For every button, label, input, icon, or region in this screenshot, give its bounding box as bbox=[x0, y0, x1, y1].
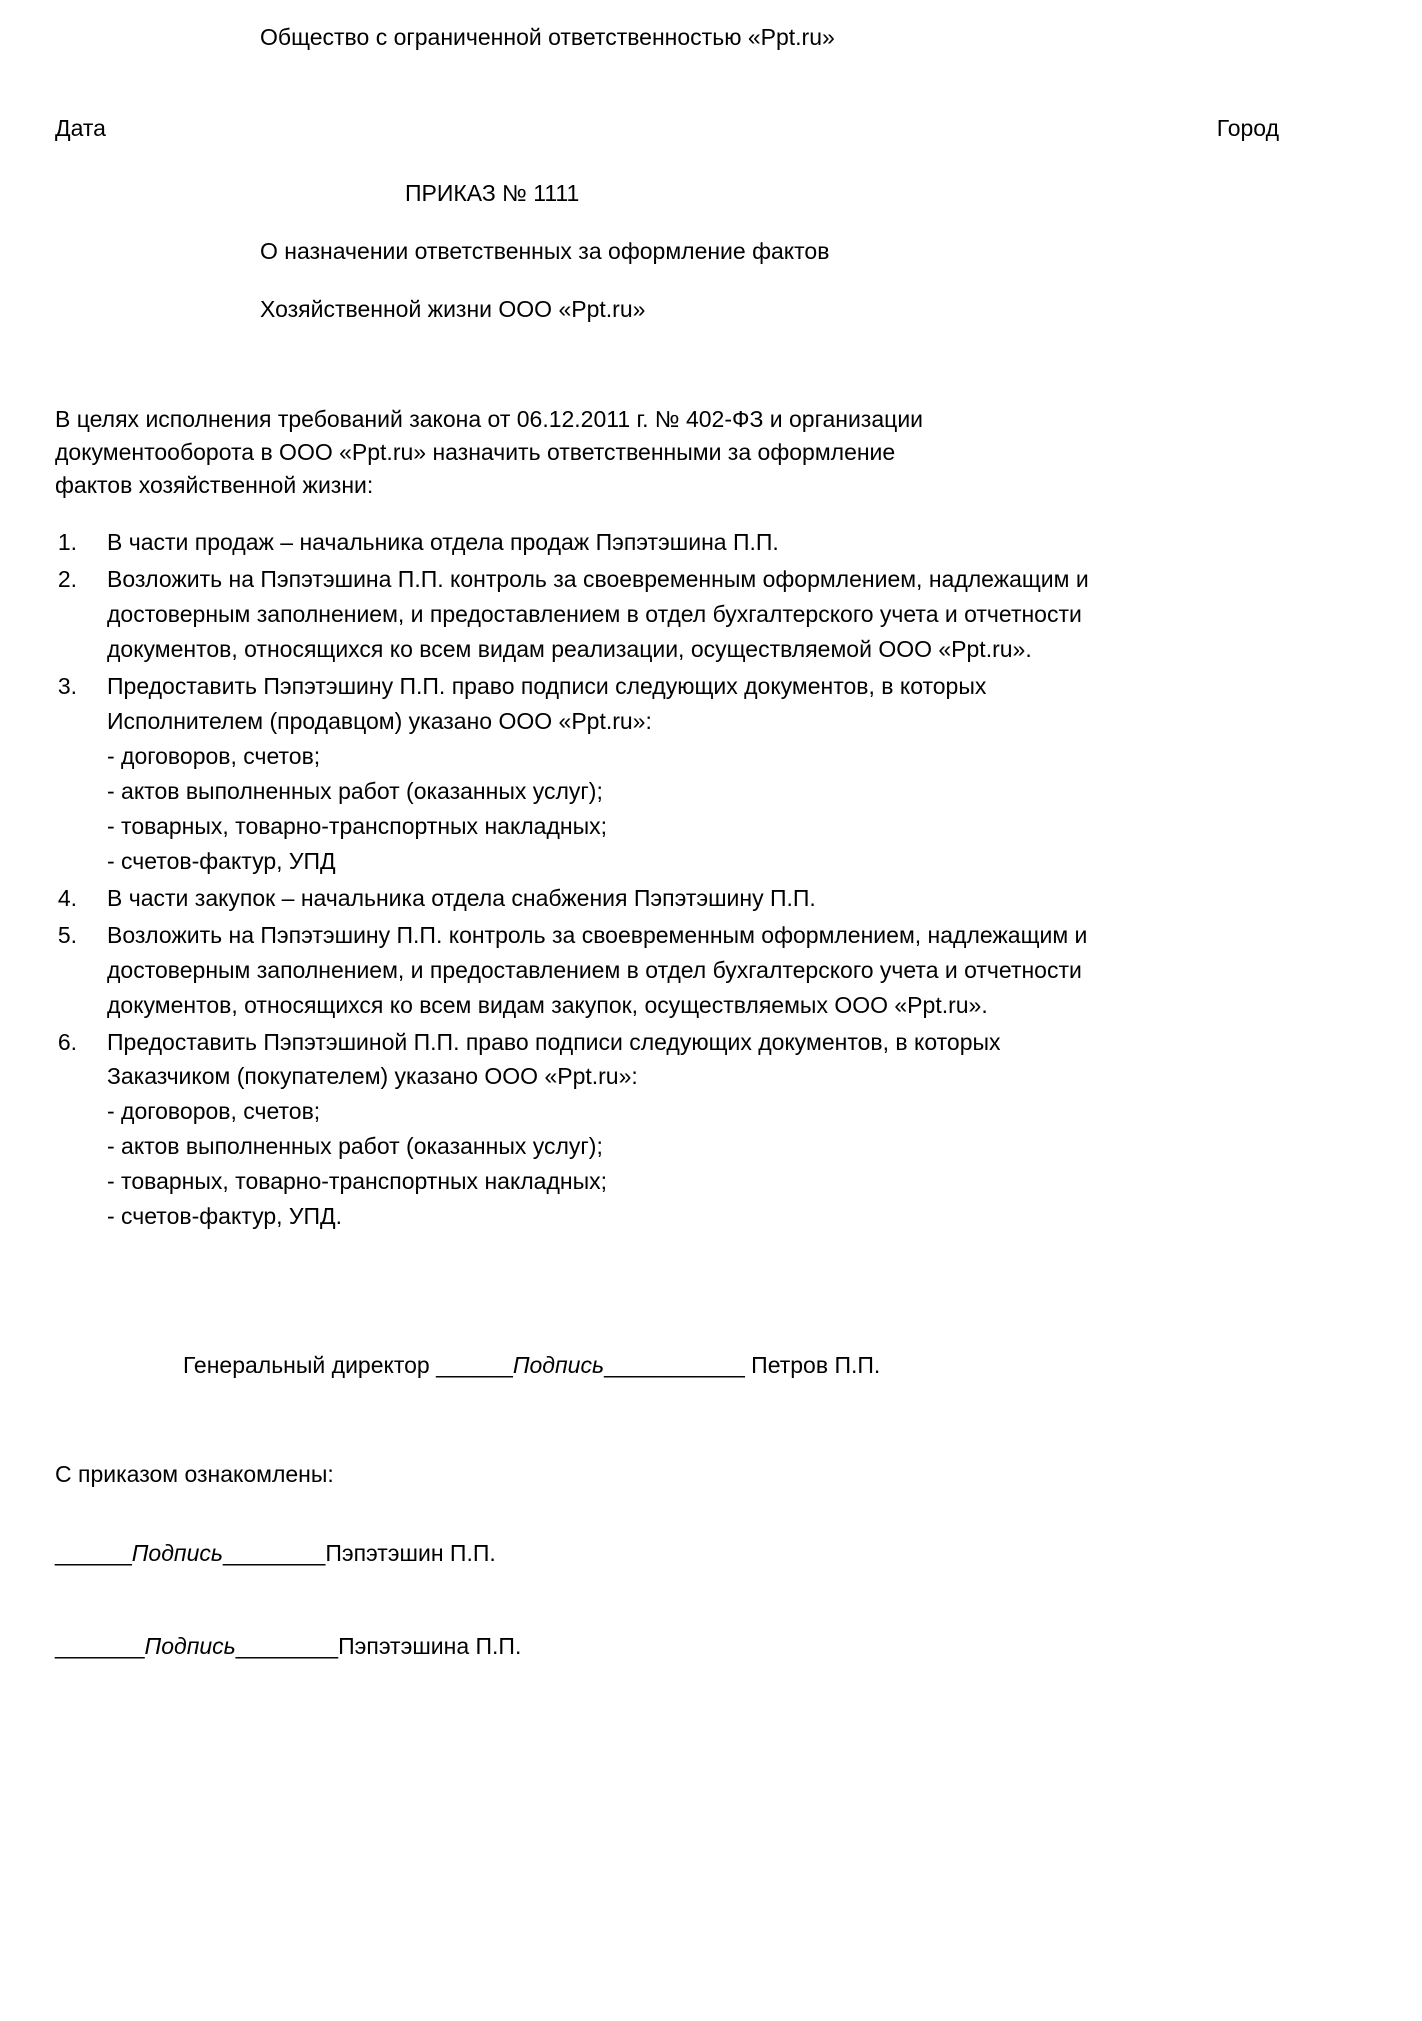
order-subitem: - договоров, счетов; bbox=[107, 1098, 321, 1125]
order-number: ПРИКАЗ № 1111 bbox=[405, 180, 580, 207]
order-item-body bbox=[107, 525, 1107, 560]
ack-rule-after: ________ bbox=[235, 1633, 339, 1660]
ack-rule-before: _______ bbox=[55, 1633, 145, 1660]
date-city-row bbox=[55, 115, 1367, 142]
order-subitem: - счетов-фактур, УПД. bbox=[107, 1203, 342, 1230]
director-title: Генеральный директор bbox=[183, 1352, 437, 1379]
order-subitem: - договоров, счетов; bbox=[107, 742, 321, 769]
order-item bbox=[55, 918, 1367, 1023]
order-items-list bbox=[55, 525, 1367, 1234]
order-item-text: В части закупок – начальника отдела снабжения Пэпэтэшину П.П. bbox=[107, 884, 816, 911]
order-item-number: 2. bbox=[57, 566, 77, 593]
ack-rule-before: ______ bbox=[55, 1540, 132, 1567]
order-subject-line-1: О назначении ответственных за оформление фактов bbox=[260, 238, 830, 265]
order-subitem: - счетов-фактур, УПД bbox=[107, 847, 336, 874]
order-item-number: 6. bbox=[57, 1028, 77, 1055]
signature-word: Подпись bbox=[144, 1633, 236, 1660]
order-item-body bbox=[107, 918, 1107, 1023]
order-subitem: - товарных, товарно-транспортных накладных; bbox=[107, 1168, 608, 1195]
order-item bbox=[55, 525, 1367, 560]
order-item bbox=[55, 669, 1367, 879]
order-item-body bbox=[107, 1025, 1107, 1235]
order-item-body bbox=[107, 881, 1107, 916]
acknowledgement-row bbox=[55, 1633, 1367, 1660]
order-item-text: Возложить на Пэпэтэшину П.П. контроль за своевременным оформлением, надлежащим и достоверным заполнением, и предоставлением в отдел бухгалтерского учета и отчетности документов, относящихся ко всем видам закупок, осуществляемых ООО «Ppt.ru». bbox=[107, 921, 1088, 1018]
ack-rule-after: ________ bbox=[222, 1540, 326, 1567]
order-subitem: - актов выполненных работ (оказанных услуг); bbox=[107, 777, 603, 804]
order-item-text: Предоставить Пэпэтэшиной П.П. право подписи следующих документов, в которых Заказчиком (покупателем) указано ООО «Ppt.ru»: bbox=[107, 1028, 1001, 1090]
date-label: Дата bbox=[55, 115, 106, 142]
order-item bbox=[55, 1025, 1367, 1235]
acknowledgement-row bbox=[55, 1540, 1367, 1567]
order-item-number: 3. bbox=[57, 672, 77, 699]
acknowledgement-heading: С приказом ознакомлены: bbox=[55, 1461, 334, 1488]
ack-person-name: Пэпэтэшина П.П. bbox=[338, 1633, 522, 1660]
order-item bbox=[55, 562, 1367, 667]
order-item-number: 1. bbox=[57, 529, 77, 556]
order-subitems-list bbox=[107, 1094, 1107, 1234]
order-item bbox=[55, 881, 1367, 916]
organization-name: Общество с ограниченной ответственностью «Ppt.ru» bbox=[260, 24, 835, 50]
director-rule-before: ______ bbox=[436, 1352, 513, 1379]
signature-word: Подпись bbox=[131, 1540, 223, 1567]
ack-person-name: Пэпэтэшин П.П. bbox=[325, 1540, 496, 1567]
city-label: Город bbox=[1216, 115, 1279, 142]
order-item-body bbox=[107, 669, 1107, 879]
order-item-number: 5. bbox=[57, 921, 77, 948]
intro-paragraph: В целях исполнения требований закона от 06.12.2011 г. № 402-ФЗ и организации документооборота в ООО «Ppt.ru» назначить ответственными за оформление фактов хозяйственной жизни: bbox=[55, 406, 924, 498]
order-subitem: - актов выполненных работ (оказанных услуг); bbox=[107, 1133, 603, 1160]
director-rule-after: ___________ bbox=[604, 1352, 745, 1379]
order-subitem: - товарных, товарно-транспортных накладных; bbox=[107, 812, 608, 839]
order-item-text: Возложить на Пэпэтэшина П.П. контроль за своевременным оформлением, надлежащим и достоверным заполнением, и предоставлением в отдел бухгалтерского учета и отчетности документов, относящихся ко всем видам реализации, осуществляемой ООО «Ppt.ru». bbox=[107, 566, 1089, 663]
signature-word: Подпись bbox=[512, 1352, 605, 1379]
order-item-number: 4. bbox=[57, 884, 77, 911]
director-signature-line bbox=[55, 1352, 1367, 1379]
director-name: Петров П.П. bbox=[744, 1352, 881, 1379]
order-item-body bbox=[107, 562, 1107, 667]
title-block bbox=[55, 178, 1367, 325]
order-subject-line-2: Хозяйственной жизни ООО «Ppt.ru» bbox=[260, 296, 646, 323]
order-item-text: В части продаж – начальника отдела продаж Пэпэтэшина П.П. bbox=[107, 529, 779, 556]
order-item-text: Предоставить Пэпэтэшину П.П. право подписи следующих документов, в которых Исполнителем (продавцом) указано ООО «Ppt.ru»: bbox=[107, 672, 987, 734]
order-subitems-list bbox=[107, 739, 1107, 879]
